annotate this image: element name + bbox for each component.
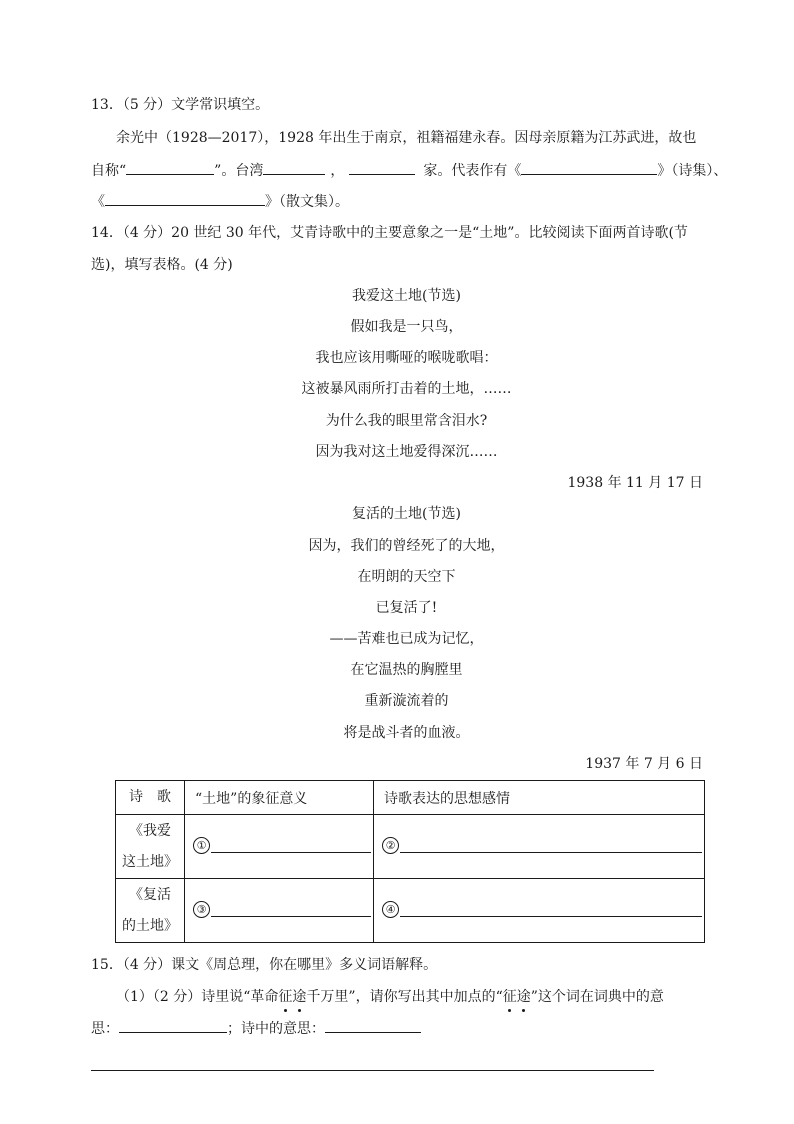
q13-text-f: 《 [91,194,105,210]
q13-text-b: ”。台湾 [214,163,264,179]
dotted-char: 征 [278,989,293,1005]
blank-taiwan-1[interactable] [263,160,325,175]
answer-line[interactable] [211,852,371,853]
poem2-line: ——苦难也已成为记忆， [329,631,484,647]
row-poem-name [116,879,185,943]
q13-text-a: 自称“ [91,163,127,179]
q15-text-e: ；诗中的意思： [227,1021,325,1037]
poem2-line: 在明朗的天空下 [357,569,456,585]
q15-heading: 15．（4 分）课文《周总理，你在哪里》多义词语解释。 [91,957,438,973]
q13-text-e: 》（诗集）、 [657,163,728,179]
poem1-date: 1938 年 11 月 17 日 [567,475,703,491]
circled-number-2: ② [382,837,399,854]
blank-taiwan-2[interactable] [349,160,415,175]
table-header-row [116,781,705,815]
dotted-char: 途 [516,989,531,1005]
q13-line2 [91,160,727,181]
table-row [116,879,705,943]
q14-heading-1: 14．（4 分）20 世纪 30 年代，艾青诗歌中的主要意象之一是“土地”。比较阅读下面两首诗歌(节 [91,225,688,241]
blank-self-name[interactable] [126,160,214,175]
poem2-title: 复活的土地(节选) [352,506,461,522]
poem2-line: 将是战斗者的血液。 [343,725,470,741]
poem1-line: 假如我是一只鸟， [350,319,463,335]
q13-heading: 13．（5 分）文学常识填空。 [91,97,270,113]
q13-line3 [91,191,349,212]
q15-text-d: 思： [91,1021,119,1037]
comparison-table [115,780,705,943]
answer-cell-3[interactable] [185,879,374,943]
poem-name-part: 这土地》 [122,853,178,870]
poem-name-part: 的土地》 [122,917,178,934]
q15-text-c: ”这个词在词典中的意 [530,989,664,1005]
answer-line[interactable] [400,852,702,853]
header-symbol: “土地”的象征意义 [185,781,374,815]
blank-prose-collection[interactable] [105,191,265,206]
row-poem-name [116,815,185,879]
poem1-line: 因为我对这土地爱得深沉…… [315,444,498,460]
circled-number-1: ① [193,837,210,854]
q15-text-a: （1）（2 分）诗里说“革命 [116,989,279,1005]
poem2-line: 重新漩流着的 [364,693,449,709]
answer-line[interactable] [211,916,371,917]
poem2-line: 已复活了! [375,600,438,616]
q14-heading-2: 选)，填写表格。(4 分) [91,257,233,273]
blank-poetry-collection[interactable] [521,160,657,175]
poem2-line: 因为，我们的曾经死了的大地， [308,538,505,554]
q13-line1: 余光中（1928—2017），1928 年出生于南京，祖籍福建永春。因母亲原籍为江苏武进，故也 [116,130,697,146]
q13-text-d: 家。代表作有《 [423,163,522,179]
q15-sub1-line2 [91,1018,421,1039]
table-row [116,815,705,879]
answer-line[interactable] [400,916,702,917]
circled-number-4: ④ [382,901,399,918]
poem-name-part: 《我爱 [129,822,171,839]
poem1-line: 这被暴风雨所打击着的土地，…… [301,381,512,397]
q13-text-g: 》（散文集）。 [265,194,349,210]
q15-sub1 [116,987,664,1007]
poem1-line: 为什么我的眼里常含泪水? [325,413,488,429]
answer-cell-4[interactable] [374,879,705,943]
header-poem: 诗 歌 [116,781,185,815]
q13-text-c: ， [330,163,345,179]
poem-name-part: 《复活 [129,886,171,903]
poem2-line: 在它温热的胸膛里 [350,662,463,678]
blank-poem-meaning[interactable] [325,1018,421,1033]
header-emotion: 诗歌表达的思想感情 [374,781,705,815]
q15-text-b: 千万里”，请你写出其中加点的“ [306,989,503,1005]
answer-cell-1[interactable] [185,815,374,879]
poem1-title: 我爱这土地(节选) [352,288,461,304]
answer-cell-2[interactable] [374,815,705,879]
bottom-rule [91,1070,654,1071]
poem1-line: 我也应该用嘶哑的喉咙歌唱： [315,350,498,366]
poem2-date: 1937 年 7 月 6 日 [585,756,703,772]
circled-number-3: ③ [193,901,210,918]
dotted-char: 征 [502,989,517,1005]
blank-dictionary-meaning[interactable] [119,1018,227,1033]
dotted-char: 途 [292,989,307,1005]
